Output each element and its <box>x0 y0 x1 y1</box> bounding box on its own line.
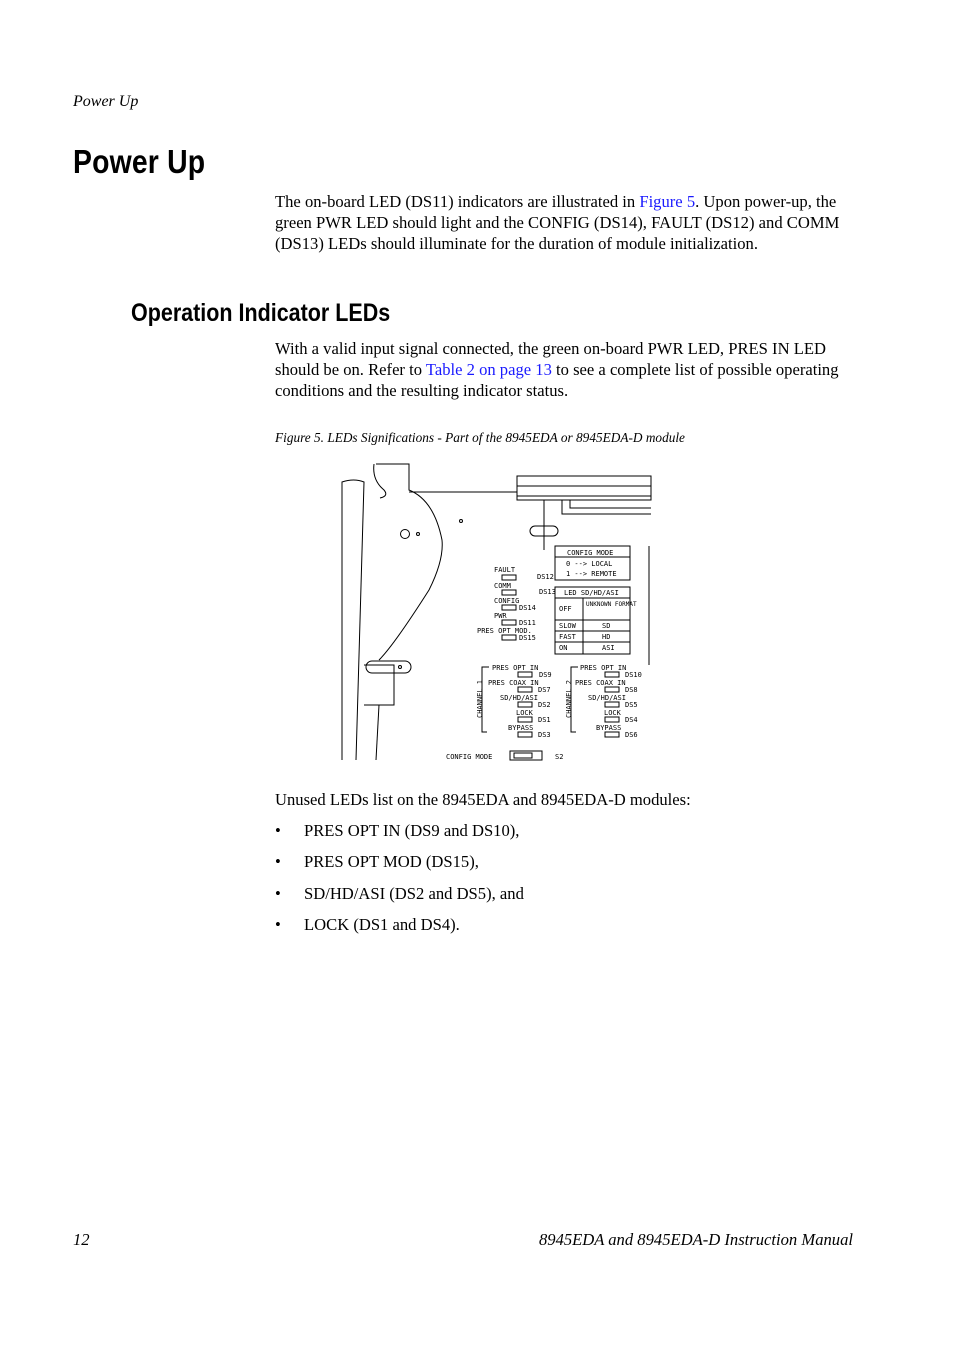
config-box-line-1: CONFIG MODE <box>567 549 614 557</box>
figure-5-link[interactable]: Figure 5 <box>639 192 696 211</box>
led-ds-config: DS14 <box>519 604 536 612</box>
section-paragraph <box>275 338 855 401</box>
figure-caption: Figure 5. LEDs Significations - Part of the 8945EDA or 8945EDA-D module <box>275 430 685 445</box>
led-label-pwr: PWR <box>494 612 507 620</box>
list-item <box>275 914 524 945</box>
led-table-row4-meaning: ASI <box>602 644 615 652</box>
ch2-led-ds-2: DS8 <box>625 686 638 694</box>
led-table-header: LED SD/HD/ASI <box>564 589 619 597</box>
list-item <box>275 820 524 851</box>
page-number: 12 <box>73 1230 90 1249</box>
led-ds-pres-opt-mod: DS15 <box>519 634 536 642</box>
led-label-fault: FAULT <box>494 566 516 574</box>
page-title: Power Up <box>73 143 206 180</box>
switch-label: S2 <box>555 753 564 761</box>
bullet: • <box>275 914 281 934</box>
list-item <box>275 883 524 914</box>
led-label-comm: COMM <box>494 582 511 590</box>
ch1-led-ds-4: DS1 <box>538 716 551 724</box>
ch1-led-label-4: LOCK <box>516 709 533 717</box>
bullet: • <box>275 852 281 872</box>
section-title: Operation Indicator LEDs <box>131 299 391 327</box>
list-item-text: LOCK (DS1 and DS4). <box>304 914 460 934</box>
config-mode-label: CONFIG MODE <box>446 753 493 761</box>
channel-1-label: CHANNEL 1 <box>476 680 484 718</box>
ch1-led-ds-1: DS9 <box>539 671 552 679</box>
led-ds-pwr: DS11 <box>519 619 536 627</box>
intro-text-2: . Upon power-up, the green PWR LED should light and the CONFIG (DS14), FAULT (DS12) and COMM (DS13) LEDs should illuminate for the duration of module initialization. <box>275 192 840 253</box>
config-box-line-2: 0 --> LOCAL <box>566 560 613 568</box>
led-table-row4-state: ON <box>559 644 568 652</box>
list-item-text: PRES OPT IN (DS9 and DS10), <box>304 821 520 840</box>
led-table-row1-meaning: UNKNOWN FORMAT <box>586 601 637 608</box>
config-box-line-3: 1 --> REMOTE <box>566 570 617 578</box>
unused-intro: Unused LEDs list on the 8945EDA and 8945EDA-D modules: <box>275 790 691 809</box>
ch1-led-ds-5: DS3 <box>538 731 551 739</box>
led-table-row3-state: FAST <box>559 633 576 641</box>
ch2-led-label-4: LOCK <box>604 709 621 717</box>
intro-paragraph <box>275 191 855 254</box>
led-table-row2-meaning: SD <box>602 622 611 630</box>
manual-title: 8945EDA and 8945EDA-D Instruction Manual <box>538 1230 853 1249</box>
list-item-text: SD/HD/ASI (DS2 and DS5), and <box>304 883 524 903</box>
led-table-row1-state: OFF <box>559 605 572 613</box>
led-label-pres-opt-mod: PRES OPT MOD. <box>477 627 532 635</box>
ch2-led-ds-5: DS6 <box>625 731 638 739</box>
ch1-led-label-5: BYPASS <box>508 724 534 732</box>
led-ds-fault: DS12 <box>537 573 554 581</box>
channel-2-label: CHANNEL 2 <box>565 680 573 718</box>
ch1-led-label-1: PRES OPT IN <box>492 664 539 672</box>
ch1-led-label-3: SD/HD/ASI <box>500 694 538 702</box>
led-label-config: CONFIG <box>494 597 520 605</box>
ch2-led-label-3: SD/HD/ASI <box>588 694 626 702</box>
ch2-led-label-5: BYPASS <box>596 724 622 732</box>
ch2-led-ds-1: DS10 <box>625 671 642 679</box>
led-table-row2-state: SLOW <box>559 622 576 630</box>
ch1-led-ds-3: DS2 <box>538 701 551 709</box>
section-text-2: to see a complete list of possible operating conditions and the resulting indicator status. <box>275 360 839 400</box>
bullet: • <box>275 883 281 903</box>
led-figure <box>334 460 654 765</box>
list-item-text: PRES OPT MOD (DS15), <box>304 852 479 872</box>
list-item <box>275 851 524 882</box>
ch1-led-ds-2: DS7 <box>538 686 551 694</box>
ch1-led-label-2: PRES COAX IN <box>488 679 539 687</box>
unused-led-list <box>275 820 524 945</box>
led-table-row3-meaning: HD <box>602 633 611 641</box>
table-2-link[interactable]: Table 2 on page 13 <box>425 360 552 379</box>
ch2-led-ds-4: DS4 <box>625 716 638 724</box>
section-text-1: With a valid input signal connected, the green on-board PWR LED, PRES IN LED should be on. Refer to <box>275 339 826 379</box>
ch2-led-label-2: PRES COAX IN <box>575 679 626 687</box>
bullet: • <box>275 821 281 840</box>
running-head: Power Up <box>73 93 139 110</box>
ch2-led-ds-3: DS5 <box>625 701 638 709</box>
module-diagram <box>334 460 654 765</box>
ch2-led-label-1: PRES OPT IN <box>580 664 627 672</box>
intro-text-1: The on-board LED (DS11) indicators are illustrated in <box>275 192 640 211</box>
led-ds-comm: DS13 <box>539 588 556 596</box>
